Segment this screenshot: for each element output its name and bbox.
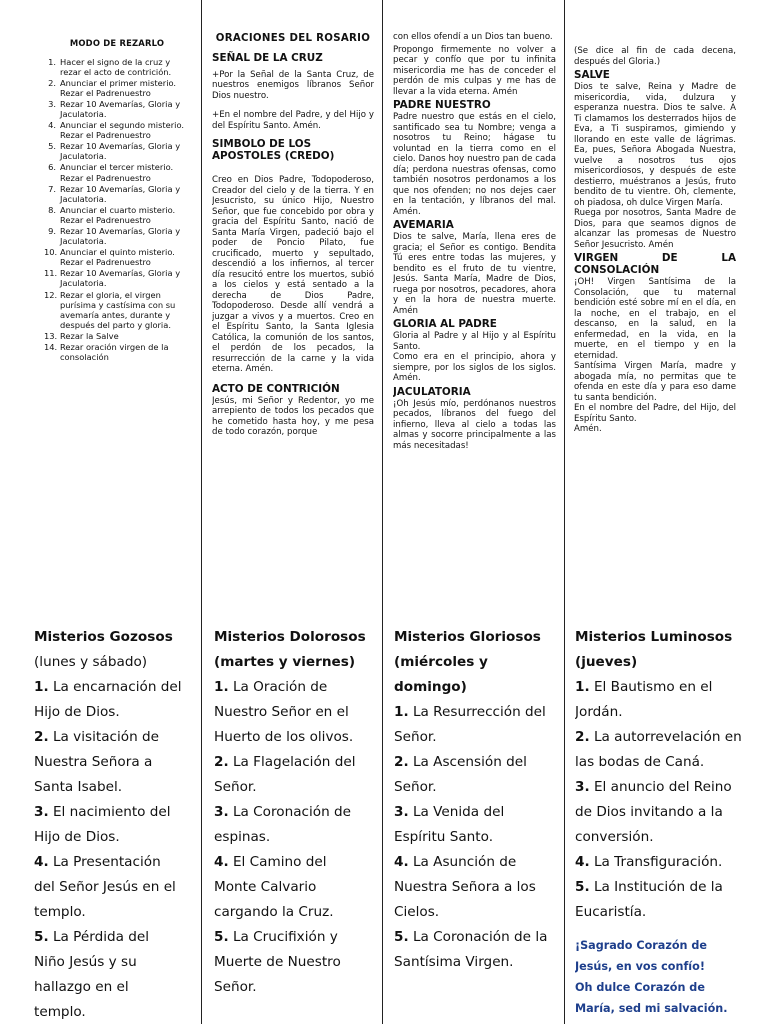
step-number: 14. xyxy=(44,342,58,353)
contricion-continued: con ellos ofendí a un Dios tan bueno. xyxy=(393,32,553,42)
step-item xyxy=(44,226,190,246)
misterio-number: 4. xyxy=(394,854,409,870)
gloria-text-2: Como era en el principio, ahora y siempre, por los siglos de los siglos. Amén. xyxy=(393,352,556,383)
misterio-number: 1. xyxy=(214,679,229,695)
avemaria-title: AVEMARIA xyxy=(393,219,454,231)
misterio-item xyxy=(575,775,743,850)
step-number: 8. xyxy=(48,204,56,215)
step-number: 12. xyxy=(44,289,58,300)
misterio-number: 1. xyxy=(575,679,590,695)
step-number: 7. xyxy=(48,183,56,194)
misterio-text: La Asunción de Nuestra Señora a los Cielos. xyxy=(394,854,536,920)
step-text: Rezar oración virgen de la consolación xyxy=(60,342,169,363)
senal-title: SEÑAL DE LA CRUZ xyxy=(212,51,323,64)
misterio-item xyxy=(394,850,558,925)
step-item xyxy=(44,331,190,341)
misterio-text: La Flagelación del Señor. xyxy=(214,754,356,795)
step-text: Anunciar el primer misterio. Rezar el Padrenuestro xyxy=(60,77,177,98)
step-text: Rezar 10 Avemarías, Gloria y Jaculatoria. xyxy=(60,268,181,289)
misterio-text: La Pérdida del Niño Jesús y su hallazgo en el templo. xyxy=(34,929,150,1020)
step-item xyxy=(44,290,190,330)
misterio-text: La Crucifixión y Muerte de Nuestro Señor. xyxy=(214,929,341,995)
column-divider-1 xyxy=(201,0,202,1024)
en-nombre-text: En el nombre del Padre, del Hijo, del Espíritu Santo. xyxy=(574,403,736,424)
propongo-text: Propongo firmemente no volver a pecar y confío que por tu infinita misericordia me has de conceder el perdón de mis culpas y me has de llevar a la vida eterna. Amén xyxy=(393,44,556,97)
misterio-text: El nacimiento del Hijo de Dios. xyxy=(34,804,171,845)
step-text: Anunciar el tercer misterio. Rezar el Padrenuestro xyxy=(60,162,174,183)
step-number: 11. xyxy=(44,268,58,279)
column-divider-3 xyxy=(564,0,565,1024)
misterios-title: Misterios Luminosos xyxy=(575,629,733,645)
step-text: Rezar 10 Avemarías, Gloria y Jaculatoria. xyxy=(60,141,181,162)
misterio-item xyxy=(575,850,743,875)
gloria-text-1: Gloria al Padre y al Hijo y al Espíritu Santo. xyxy=(393,331,556,352)
misterio-item xyxy=(34,800,182,850)
misterio-item xyxy=(394,700,558,750)
misterio-number: 5. xyxy=(214,929,229,945)
misterio-number: 1. xyxy=(394,704,409,720)
step-item xyxy=(44,162,190,182)
misterio-item xyxy=(214,925,366,1000)
step-item xyxy=(44,57,190,77)
oraciones-column-2 xyxy=(393,32,556,562)
misterio-number: 2. xyxy=(394,754,409,770)
contricion-title: ACTO DE CONTRICIÓN xyxy=(212,382,340,395)
oraciones-title: ORACIONES DEL ROSARIO xyxy=(215,33,371,44)
modo-de-rezarlo-title: MODO DE REZARLO xyxy=(69,38,165,48)
misterio-item xyxy=(394,800,558,850)
misterio-text: La Ascensión del Señor. xyxy=(394,754,527,795)
misterio-item xyxy=(34,850,182,925)
padre-nuestro-text: Padre nuestro que estás en el cielo, santificado sea tu Nombre; venga a nosotros tu Reino; hágase tu voluntad en la tierra como en el cielo. Danos hoy nuestro pan de cada día; perdona nuestras ofensas, como también nosotros perdonamos a los que nos ofenden; no nos dejes caer en la tentación, y líbranos del mal. Amén. xyxy=(393,112,556,217)
jaculatoria-final-line-2: Oh dulce Corazón de María, sed mi salvación. xyxy=(575,981,728,1015)
senal-text-2: +En el nombre del Padre, y del Hijo y del Espíritu Santo. Amén. xyxy=(212,110,374,131)
misterio-number: 2. xyxy=(34,729,49,745)
step-number: 6. xyxy=(48,162,56,173)
misterio-text: La Coronación de la Santísima Virgen. xyxy=(394,929,548,970)
step-number: 2. xyxy=(48,77,56,88)
step-item xyxy=(44,184,190,204)
misterio-item xyxy=(394,750,558,800)
step-item xyxy=(44,99,190,119)
gloria-title: GLORIA AL PADRE xyxy=(393,318,497,330)
step-text: Rezar 10 Avemarías, Gloria y Jaculatoria. xyxy=(60,98,181,119)
misterio-number: 3. xyxy=(575,779,590,795)
step-text: Rezar 10 Avemarías, Gloria y Jaculatoria. xyxy=(60,183,181,204)
misterio-text: La Resurrección del Señor. xyxy=(394,704,546,745)
misterios-days: (lunes y sábado) xyxy=(34,654,148,670)
misterios-title: Misterios Gloriosos xyxy=(394,629,541,645)
step-number: 10. xyxy=(44,247,58,258)
jaculatoria-text: ¡Oh Jesús mío, perdónanos nuestros pecados, líbranos del fuego del infierno, lleva al cielo a todas las almas y socorre principalmente a las más necesitadas! xyxy=(393,398,556,451)
step-text: Anunciar el quinto misterio. Rezar el Padrenuestro xyxy=(60,247,175,268)
contricion-text: Jesús, mi Señor y Redentor, yo me arrepiento de todos los pecados que he cometido hasta hoy, y me pesa de todo corazón, porque xyxy=(212,395,374,437)
avemaria-text: Dios te salve, María, llena eres de gracia; el Señor es contigo. Bendita Tú eres entre todas las mujeres, y bendito es el fruto de tu vientre, Jesús. Santa María, Madre de Dios, ruega por nosotros, pecadores, ahora y en la hora de nuestra muerte. Amén xyxy=(393,232,556,316)
step-item xyxy=(44,247,190,267)
step-number: 5. xyxy=(48,141,56,152)
step-number: 9. xyxy=(48,226,56,236)
misterio-item xyxy=(34,725,182,800)
misterio-text: La Institución de la Eucaristía. xyxy=(575,879,723,920)
misterio-text: La Oración de Nuestro Señor en el Huerto de los olivos. xyxy=(214,679,354,745)
misterio-number: 4. xyxy=(214,854,229,870)
step-text: Anunciar el cuarto misterio. Rezar el Padrenuestro xyxy=(60,204,176,225)
credo-text: Creo en Dios Padre, Todopoderoso, Creador del cielo y de la tierra. Y en Jesucristo, su único Hijo, Nuestro Señor, que fue concebido por obra y gracia del Espíritu Santo, nació de Santa María Virgen, padeció bajo el poder de Poncio Pilato, fue crucificado, muerto y sepultado, descendió a los infiernos, al tercer día resucitó entre los muertos, subió a los cielos y está sentado a la derecha de Dios Padre, Todopoderoso. Desde allí vendrá a juzgar a vivos y a muertos. Creo en el Espíritu Santo, la Santa Iglesia Católica, la comunión de los santos, el perdón de los pecados, la resurrección de la carne y la vida eterna. Amén. xyxy=(212,175,374,374)
jaculatoria-title: JACULATORIA xyxy=(393,385,471,398)
misterio-item xyxy=(214,750,366,800)
misterio-number: 5. xyxy=(575,879,590,895)
misterios-days: (miércoles y domingo) xyxy=(394,654,488,695)
steps-list xyxy=(44,57,190,363)
misterio-item xyxy=(575,675,743,725)
misterio-number: 5. xyxy=(394,929,409,945)
misterio-item xyxy=(34,675,182,725)
jaculatoria-final-line-1: ¡Sagrado Corazón de Jesús, en vos confío! xyxy=(575,939,707,973)
oraciones-column xyxy=(212,32,374,562)
misterio-text: La Coronación de espinas. xyxy=(214,804,352,845)
ruega-text: Ruega por nosotros, Santa Madre de Dios, para que seamos dignos de alcanzar las promesas de Nuestro Señor Jesucristo. Amén xyxy=(574,208,736,250)
step-item xyxy=(44,342,190,362)
amen-text: Amén. xyxy=(574,424,602,434)
misterio-text: La Venida del Espíritu Santo. xyxy=(394,804,505,845)
misterio-text: La Presentación del Señor Jesús en el templo. xyxy=(34,854,176,920)
virgen-consolacion-title: VIRGEN DE LA CONSOLACIÓN xyxy=(574,252,736,276)
salve-text: Dios te salve, Reina y Madre de misericordia, vida, dulzura y esperanza nuestra. Dios te salve. A Ti clamamos los desterrados hijos de Eva, a Ti suspiramos, gimiendo y llorando en este valle de lágrimas. Ea, pues, Señora Abogada Nuestra, vuelve a nosotros tus ojos misericordiosos, y después de este destierro, muéstranos a Jesús, fruto bendito de tu vientre. Oh, clemente, oh piadosa, oh dulce Virgen María. xyxy=(574,82,736,208)
step-item xyxy=(44,120,190,140)
misterios-title: Misterios Dolorosos xyxy=(214,629,366,645)
misterios-days: (martes y viernes) xyxy=(214,654,356,670)
step-number: 3. xyxy=(48,98,56,109)
misterio-text: La visitación de Nuestra Señora a Santa Isabel. xyxy=(34,729,160,795)
step-item xyxy=(44,141,190,161)
misterio-item xyxy=(214,675,366,750)
misterio-text: La encarnación del Hijo de Dios. xyxy=(34,679,182,720)
step-number: 1. xyxy=(48,56,56,67)
decena-note: (Se dice al fin de cada decena, después del Gloria.) xyxy=(574,46,736,67)
step-text: Rezar la Salve xyxy=(60,330,119,341)
step-item xyxy=(44,268,190,288)
misterio-item xyxy=(214,800,366,850)
misterios-gloriosos-column xyxy=(394,625,558,1024)
step-number: 4. xyxy=(48,120,56,131)
misterio-item xyxy=(34,925,182,1024)
misterio-text: La autorrevelación en las bodas de Caná. xyxy=(575,729,742,770)
misterio-text: La Transfiguración. xyxy=(593,854,723,870)
misterio-number: 4. xyxy=(34,854,49,870)
step-text: Rezar 10 Avemarías, Gloria y Jaculatoria. xyxy=(60,226,181,247)
step-item xyxy=(44,78,190,98)
step-item xyxy=(44,205,190,225)
misterio-item xyxy=(394,925,558,975)
misterio-number: 4. xyxy=(575,854,590,870)
salve-title: SALVE xyxy=(574,69,610,81)
misterio-number: 1. xyxy=(34,679,49,695)
misterios-days: (jueves) xyxy=(575,654,638,670)
misterio-number: 3. xyxy=(214,804,229,820)
santisima-text: Santísima Virgen María, madre y abogada mía, no permitas que te ofenda en este día y para eso dame tu santa bendición. xyxy=(574,361,736,403)
misterio-number: 5. xyxy=(34,929,49,945)
misterio-number: 2. xyxy=(575,729,590,745)
step-text: Rezar el gloria, el virgen purísima y castísima con su avemaría antes, durante y después del parto y gloria. xyxy=(60,289,176,330)
oraciones-column-3 xyxy=(574,32,736,562)
step-text: Anunciar el segundo misterio. Rezar el Padrenuestro xyxy=(60,120,185,141)
virgen-consolacion-text: ¡OH! Virgen Santísima de la Consolación, que tu maternal bendición esté sobre mí en el día, en la noche, en el trabajo, en el descanso, en la salud, en la enfermedad, en la vida, en la muerte, en el tiempo y en la eternidad. xyxy=(574,277,736,361)
misterio-number: 2. xyxy=(214,754,229,770)
misterio-number: 3. xyxy=(394,804,409,820)
misterio-item xyxy=(575,725,743,775)
misterio-text: El Bautismo en el Jordán. xyxy=(575,679,713,720)
misterios-dolorosos-column xyxy=(214,625,366,1024)
misterio-text: El anuncio del Reino de Dios invitando a la conversión. xyxy=(575,779,732,845)
jaculatoria-final xyxy=(575,935,743,1019)
misterio-item xyxy=(575,875,743,925)
misterios-gozosos-column xyxy=(34,625,182,1024)
senal-text-1: +Por la Señal de la Santa Cruz, de nuestros enemigos líbranos Señor Dios nuestro. xyxy=(212,69,374,101)
misterio-text: El Camino del Monte Calvario cargando la Cruz. xyxy=(214,854,334,920)
misterios-title: Misterios Gozosos xyxy=(34,629,173,645)
credo-title: SIMBOLO DE LOS APOSTOLES (CREDO) xyxy=(212,138,335,162)
step-text: Hacer el signo de la cruz y rezar el acto de contrición. xyxy=(60,56,172,77)
step-number: 13. xyxy=(44,330,58,341)
misterio-item xyxy=(214,850,366,925)
misterios-luminosos-column xyxy=(575,625,743,1024)
modo-de-rezarlo-column xyxy=(44,32,190,562)
misterio-number: 3. xyxy=(34,804,49,820)
column-divider-2 xyxy=(382,0,383,1024)
padre-nuestro-title: PADRE NUESTRO xyxy=(393,99,491,111)
